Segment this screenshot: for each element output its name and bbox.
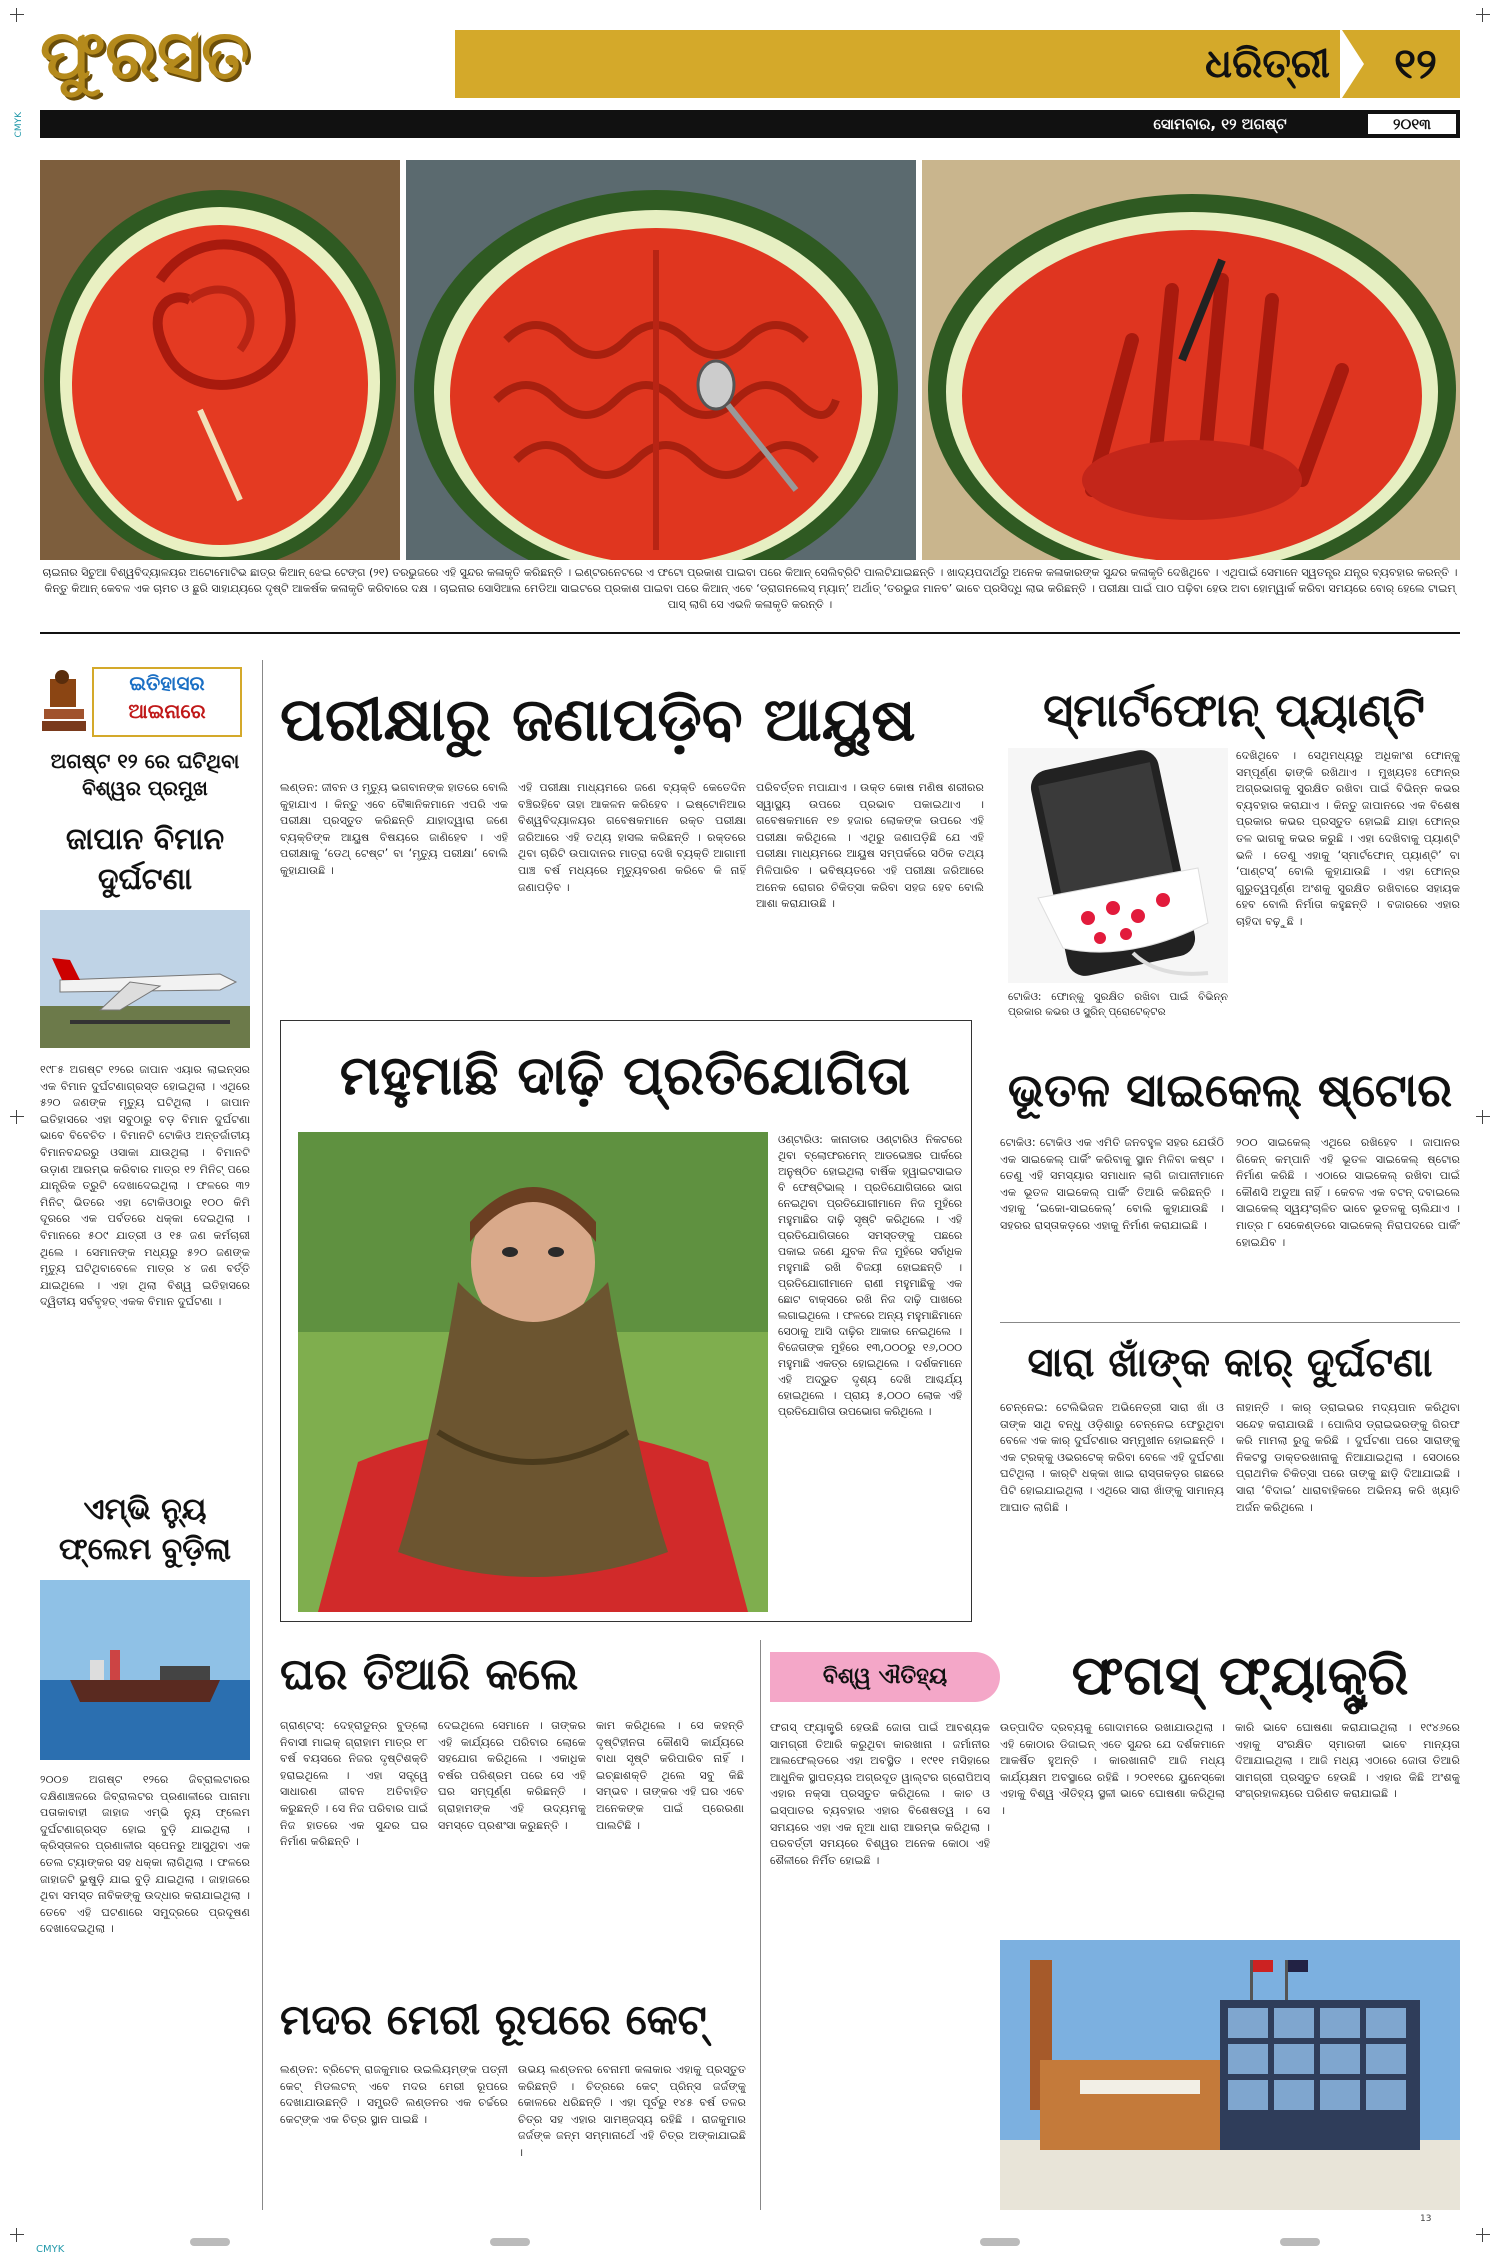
exam-col3: ପରିବର୍ତ୍ତନ ମପାଯାଏ । ଉକ୍ତ କୋଷ ମଣିଷ ଶରୀରର ସ୍ୱାସ୍ଥ୍ୟ ଉପରେ ପ୍ରଭାବ ପକାଇଥାଏ । ଗବେଷକମାନେ ୧୭ ହଜାର ଲୋକଙ୍କ ଉପରେ ଏହି ପରୀକ୍ଷା କରିଥିଲେ । ଏଥିରୁ ଜଣାପଡ଼ିଛି ଯେ ଏହି ପରୀକ୍ଷା ମାଧ୍ୟମରେ ଆୟୁଷ ସମ୍ପର୍କରେ ସଠିକ ତଥ୍ୟ ମିଳିପାରିବ । ଭବିଷ୍ୟତରେ ଏହି ପରୀକ୍ଷା ଜରିଆରେ ଅନେକ ରୋଗର ଚିକିତ୍ସା କରିବା ସହଜ ହେବ ବୋଲି ଆଶା କରାଯାଉଛି । xyxy=(756,781,984,911)
blind-col3: କାମ କରିଥିଲେ । ସେ କହନ୍ତି ଦୃଷ୍ଟିହୀନତା କୌଣସି କାର୍ଯ୍ୟରେ ବାଧା ସୃଷ୍ଟି କରିପାରିବ ନାହିଁ । ଇଚ୍ଛାଶକ୍ତି ଥିଲେ ସବୁ କିଛି ସମ୍ଭବ । ତାଙ୍କର ଏହି ଘର ଏବେ ଅନେକଙ୍କ ପାଇଁ ପ୍ରେରଣା ପାଲଟିଛି । xyxy=(596,1719,744,1832)
fagus-headline: ଫଗସ୍ ଫ୍ୟାକ୍ଟ୍ରି xyxy=(1071,1644,1409,1707)
smartphone-text: ଦେଖିଥିବେ । ସେଥିମଧ୍ୟରୁ ଅଧିକାଂଶ ଫୋନ୍‌କୁ ସମ୍ପୂର୍ଣ୍ଣ ଢାଙ୍କି ରଖିଥାଏ । ମୁଖ୍ୟତଃ ଫୋନ୍‌ର ଅଗ୍ରଭାଗକୁ ସୁରକ୍ଷିତ ରଖିବା ପାଇଁ ବିଭିନ୍ନ କଭର ବ୍ୟବହାର କରାଯାଏ । କିନ୍ତୁ ଜାପାନରେ ଏକ ବିଶେଷ ପ୍ରକାର କଭର ପ୍ରସ୍ତୁତ ହୋଇଛି ଯାହା ଫୋନ୍‌ର ତଳ ଭାଗକୁ କଭର କରୁଛି । ଏହା ଦେଖିବାକୁ ପ୍ୟାଣ୍ଟି ଭଳି । ତେଣୁ ଏହାକୁ ‘ସ୍ମାର୍ଟଫୋନ୍ ପ୍ୟାଣ୍ଟି’ ବା ‘ପାଣ୍ଟସ୍’ ବୋଲି କୁହାଯାଉଛି । ଏହା ଫୋନ୍‌ର ଗୁରୁତ୍ୱପୂର୍ଣ୍ଣ ଅଂଶକୁ ସୁରକ୍ଷିତ ରଖିବାରେ ସହାୟକ ହେବ ବୋଲି ନିର୍ମାତା କହୁଛନ୍ତି । ବଜାରରେ ଏହାର ଚାହିଦା ବଢ଼ୁଛି । xyxy=(1236,749,1460,928)
cycle-headline: ଭୂତଳ ସାଇକେଲ୍ ଷ୍ଟୋର xyxy=(1007,1063,1453,1117)
page-mark: 13 xyxy=(1420,2214,1432,2224)
exam-col2: ଏହି ପରୀକ୍ଷା ମାଧ୍ୟମରେ ଜଣେ ବ୍ୟକ୍ତି କେତେଦିନ ବଞ୍ଚିରହିବେ ତାହା ଆକଳନ କରିହେବ । ଇଷ୍ଟୋନିଆର ବିଶ୍ୱବିଦ୍ୟାଳୟର ଗବେଷକମାନେ ରକ୍ତ ପରୀକ୍ଷା ଜରିଆରେ ଏହି ତଥ୍ୟ ହାସଲ କରିଛନ୍ତି । ରକ୍ତରେ ଥିବା ଚାରିଟି ଉପାଦାନର ମାତ୍ରା ଦେଖି ବ୍ୟକ୍ତି ଆଗାମୀ ପାଞ୍ଚ ବର୍ଷ ମଧ୍ୟରେ ମୃତ୍ୟୁବରଣ କରିବେ କି ନାହିଁ ଜଣାପଡ଼ିବ । xyxy=(518,781,746,894)
history-story1-title: ଜାପାନ ବିମାନ ଦୁର୍ଘଟଣା xyxy=(65,822,225,897)
photo-watermelon-brain xyxy=(406,160,916,560)
column-divider xyxy=(262,660,263,2210)
registration-bar xyxy=(490,2238,530,2246)
history-story2-text: ୨୦୦୭ ଅଗଷ୍ଟ ୧୨ରେ ଜିବ୍ରାଲଟାରର ଦକ୍ଷିଣାଞ୍ଚଳରେ ଜିବ୍ରାଲଟର ପ୍ରଣାଳୀରେ ପାନାମା ପତାକାବାହୀ ଜାହାଜ ଏମ୍‌ଭି ନ୍ୟୁ ଫ୍ଲେମ ଦୁର୍ଘଟଣାଗ୍ରସ୍ତ ହୋଇ ବୁଡ଼ି ଯାଇଥିଲା । କ୍ରିସ୍ତାଳର ପ୍ରଣାଳୀର ସ୍ପେନରୁ ଆସୁଥିବା ଏକ ତେଲ ଟ୍ୟାଙ୍କର ସହ ଧକ୍କା ଲାଗିଥିଲା । ଫଳରେ ଜାହାଜଟି ଭୁଷୁଡ଼ି ଯାଇ ବୁଡ଼ି ଯାଇଥିଲା । ଜାହାଜରେ ଥିବା ସମସ୍ତ ନାବିକଙ୍କୁ ଉଦ୍ଧାର କରାଯାଇଥିଲା । ତେବେ ଏହି ଘଟଣାରେ ସମୁଦ୍ରରେ ପ୍ରଦୂଷଣ ଦେଖାଦେଇଥିଲା । xyxy=(40,1773,250,1936)
car-headline: ସାରା ଖାଁଙ୍କ କାର୍ ଦୁର୍ଘଟଣା xyxy=(1027,1340,1433,1386)
photo-watermelon-rose xyxy=(40,160,400,560)
history-badge-top: ଇତିହାସର xyxy=(129,671,205,695)
crop-mark xyxy=(10,2228,24,2242)
kate-col1: ଲଣ୍ଡନ: ବ୍ରିଟେନ୍ ରାଜକୁମାର ଉଇଲିୟମ୍‌ଙ୍କ ପତ୍ନୀ କେଟ୍ ମିଡଲଟନ୍ ଏବେ ମଦର ମେରୀ ରୂପରେ ଦେଖାଯାଉଛନ୍ତି । ସମ୍ପ୍ରତି ଲଣ୍ଡନର ଏକ ଚର୍ଚ୍ଚରେ କେଟ୍‌ଙ୍କ ଏକ ଚିତ୍ର ସ୍ଥାନ ପାଇଛି । xyxy=(280,2063,508,2126)
photo-ship xyxy=(40,1580,250,1760)
crop-mark xyxy=(1476,2228,1490,2242)
blind-col1: ଗ୍ରାଣ୍ଟସ୍: ଦେହ୍ରାଡୁନ୍ର ବୁଡ୍‌ଲୋ ନିବାସୀ ମାଇକ୍ ଗ୍ରାହାମ ମାତ୍ର ୧୮ ବର୍ଷ ବୟସରେ ନିଜର ଦୃଷ୍ଟିଶକ୍ତି ହରାଇଥିଲେ । ଏହା ସତ୍ତ୍ୱେ ସାଧାରଣ ଜୀବନ ଅତିବାହିତ କରୁଛନ୍ତି । ସେ ନିଜ ପରିବାର ପାଇଁ ନିଜ ହାତରେ ଏକ ସୁନ୍ଦର ଘର ନିର୍ମାଣ କରିଛନ୍ତି । xyxy=(280,1719,428,1849)
cycle-col2: ୨୦୦ ସାଇକେଲ୍ ଏଥିରେ ରଖିହେବ । ଜାପାନର ଗିକେନ୍ କମ୍ପାନି ଏହି ଭୂତଳ ସାଇକେଲ୍ ଷ୍ଟୋର ନିର୍ମାଣ କରିଛି । ଏଠାରେ ସାଇକେଲ୍ ରଖିବା ପାଇଁ କୌଣସି ଅଡୁଆ ନାହିଁ । କେବଳ ଏକ ବଟନ୍ ଦବାଇଲେ ସାଇକେଲ୍ ସ୍ୱୟଂଚାଳିତ ଭାବେ ଭୂତଳକୁ ଚାଲିଯାଏ । ମାତ୍ର ୮ ସେକେଣ୍ଡରେ ସାଇକେଲ୍ ନିରାପଦରେ ପାର୍କିଂ ହୋଇଯିବ । xyxy=(1236,1136,1460,1249)
section-divider xyxy=(40,632,1460,634)
section-divider xyxy=(1000,1322,1460,1323)
fagus-col1: ଫଗସ୍ ଫ୍ୟାକ୍ଟ୍ରି ହେଉଛି ଜୋତା ପାଇଁ ଆବଶ୍ୟକ ସାମଗ୍ରୀ ତିଆରି କରୁଥିବା କାରଖାନା । ଜର୍ମାନୀର ଆଲଫେଲ୍ଡରେ ଏହା ଅବସ୍ଥିତ । ୧୯୧୧ ମସିହାରେ ଆଧୁନିକ ସ୍ଥାପତ୍ୟର ଅଗ୍ରଦୂତ ୱାଲ୍ଟର ଗ୍ରୋପିଅସ୍ ଏହାର ନକ୍ସା ପ୍ରସ୍ତୁତ କରିଥିଲେ । କାଚ ଓ ଇସ୍ପାତର ବ୍ୟବହାର ଏହାର ବିଶେଷତ୍ୱ । ସେ ସମୟରେ ଏହା ଏକ ନୂଆ ଧାରା ଆରମ୍ଭ କରିଥିଲା । ପରବର୍ତ୍ତୀ ସମୟରେ ବିଶ୍ୱର ଅନେକ କୋଠା ଏହି ଶୈଳୀରେ ନିର୍ମିତ ହୋଇଛି । xyxy=(770,1721,990,1867)
history-story1-text: ୧୯୮୫ ଅଗଷ୍ଟ ୧୨ରେ ଜାପାନ ଏୟାର ଲାଇନ୍ସର ଏକ ବିମାନ ଦୁର୍ଘଟଣାଗ୍ରସ୍ତ ହୋଇଥିଲା । ଏଥିରେ ୫୨୦ ଜଣଙ୍କ ମୃତ୍ୟୁ ଘଟିଥିଲା । ଜାପାନ ଇତିହାସରେ ଏହା ସବୁଠାରୁ ବଡ଼ ବିମାନ ଦୁର୍ଘଟଣା ଭାବେ ବିବେଚିତ । ବିମାନଟି ଟୋକିଓ ଅନ୍ତର୍ଜାତୀୟ ବିମାନବନ୍ଦରରୁ ଓସାକା ଯାଉଥିଲା । ବିମାନଟି ଉଡ଼ାଣ ଆରମ୍ଭ କରିବାର ମାତ୍ର ୧୨ ମିନିଟ୍ ପରେ ଯାନ୍ତ୍ରିକ ତ୍ରୁଟି ଦେଖାଦେଇଥିଲା । ଫଳରେ ୩୨ ମିନିଟ୍ ଭିତରେ ଏହା ଟୋକିଓଠାରୁ ୧୦୦ କିମି ଦୂରରେ ଏକ ପର୍ବତରେ ଧକ୍କା ଦେଇଥିଲା । ବିମାନରେ ୫୦୯ ଯାତ୍ରୀ ଓ ୧୫ ଜଣ କର୍ମଚାରୀ ଥିଲେ । ସେମାନଙ୍କ ମଧ୍ୟରୁ ୫୨୦ ଜଣଙ୍କ ମୃତ୍ୟୁ ଘଟିଥିବାବେଳେ ମାତ୍ର ୪ ଜଣ ବର୍ତ୍ତି ଯାଇଥିଲେ । ଏହା ଥିଲା ବିଶ୍ୱ ଇତିହାସରେ ଦ୍ୱିତୀୟ ସର୍ବବୃହତ୍ ଏକକ ବିମାନ ଦୁର୍ଘଟଣା । xyxy=(40,1063,250,1309)
paper-name: ଧରିତ୍ରୀ xyxy=(1205,40,1330,87)
book-stack-icon xyxy=(40,669,88,741)
cycle-col1: ଟୋକିଓ: ଟୋକିଓ ଏକ ଏମିତି ଜନବହୁଳ ସହର ଯେଉଁଠି ଏକ ସାଇକେଲ୍ ପାର୍କିଂ କରିବାକୁ ସ୍ଥାନ ମିଳିବା କଷ୍ଟ । ତେଣୁ ଏହି ସମସ୍ୟାର ସମାଧାନ ଲାଗି ଜାପାନୀମାନେ ଏକ ଭୂତଳ ସାଇକେଲ୍ ପାର୍କିଂ ତିଆରି କରିଛନ୍ତି । ଏହାକୁ ‘ଇକୋ-ସାଇକେଲ୍’ ବୋଲି କୁହାଯାଉଛି । ସହରର ରାସ୍ତାକଡ଼ରେ ଏହାକୁ ନିର୍ମାଣ କରାଯାଇଛି । xyxy=(1000,1136,1224,1232)
page-number: ୧୨ xyxy=(1394,39,1437,88)
kate-headline: ମଦର ମେରୀ ରୂପରେ କେଟ୍ xyxy=(280,1995,707,2044)
fagus-col2: ଉତ୍ପାଦିତ ଦ୍ରବ୍ୟକୁ ଗୋଦାମରେ ରଖାଯାଉଥିଲା । ଏହି କୋଠାର ଡିଜାଇନ୍ ଏତେ ସୁନ୍ଦର ଯେ ଦର୍ଶକମାନେ ଆକର୍ଷିତ ହୁଅନ୍ତି । କାରଖାନାଟି ଆଜି ମଧ୍ୟ କାର୍ଯ୍ୟକ୍ଷମ ଅବସ୍ଥାରେ ରହିଛି । ୨୦୧୧ରେ ୟୁନେସ୍କୋ ଏହାକୁ ବିଶ୍ୱ ଐତିହ୍ୟ ସ୍ଥଳୀ ଭାବେ ଘୋଷଣା କରିଥିଲା । xyxy=(1000,1721,1225,1817)
crop-mark xyxy=(10,8,24,22)
issue-date: ସୋମବାର, ୧୨ ଅଗଷ୍ଟ xyxy=(1120,112,1320,136)
history-badge xyxy=(40,665,250,745)
column-divider xyxy=(760,1640,761,2210)
crop-mark xyxy=(1476,1110,1490,1124)
history-badge-bottom: ଆଇନାରେ xyxy=(128,699,206,723)
world-heritage-badge: ବିଶ୍ୱ ଐତିହ୍ୟ xyxy=(770,1652,1000,1702)
crop-mark xyxy=(1476,8,1490,22)
blind-col2: ଦେଇଥିଲେ ସେମାନେ । ତାଙ୍କର ଏହି କାର୍ଯ୍ୟରେ ପରିବାର ଲୋକେ ସହଯୋଗ କରିଥିଲେ । ଏକାଧିକ ବର୍ଷର ପରିଶ୍ରମ ପରେ ସେ ଏହି ଘର ସମ୍ପୂର୍ଣ୍ଣ କରିଛନ୍ତି । ଗ୍ରାହାମଙ୍କ ଏହି ଉଦ୍ୟମକୁ ସମସ୍ତେ ପ୍ରଶଂସା କରୁଛନ୍ତି । xyxy=(438,1719,586,1832)
issue-year: ୨୦୧୩ xyxy=(1366,112,1458,136)
bee-text: ଓଣ୍ଟାରିଓ: କାନାଡାର ଓଣ୍ଟାରିଓ ନିକଟରେ ଥିବା ବ୍ଲୋଫରମେନ୍ ଆଡଭେଞ୍ଚର ପାର୍କରେ ଅନୁଷ୍ଠିତ ହୋଇଥିଲା ବାର୍ଷିକ ହ୍ୱାଇଟସାଇଡ ବି ଫେଷ୍ଟିଭାଲ୍ । ପ୍ରତିଯୋଗିତାରେ ଭାଗ ନେଇଥିବା ପ୍ରତିଯୋଗୀମାନେ ନିଜ ମୁହଁରେ ମହୁମାଛିର ଦାଢ଼ି ସୃଷ୍ଟି କରିଥିଲେ । ଏହି ପ୍ରତିଯୋଗିତାରେ ସମସ୍ତଙ୍କୁ ପଛରେ ପକାଇ ଜଣେ ଯୁବକ ନିଜ ମୁହଁରେ ସର୍ବାଧିକ ମହୁମାଛି ରଖି ବିଜୟୀ ହୋଇଛନ୍ତି । ପ୍ରତିଯୋଗୀମାନେ ରାଣୀ ମହୁମାଛିକୁ ଏକ ଛୋଟ ବାକ୍ସରେ ରଖି ନିଜ ଦାଢ଼ି ପାଖରେ ଲଗାଇଥିଲେ । ଫଳରେ ଅନ୍ୟ ମହୁମାଛିମାନେ ସେଠାକୁ ଆସି ଦାଢ଼ିର ଆକାର ନେଇଥିଲେ । ବିଜେତାଙ୍କ ମୁହଁରେ ୧୩,୦୦୦ରୁ ୧୬,୦୦୦ ମହୁମାଛି ଏକତ୍ର ହୋଇଥିଲେ । ଦର୍ଶକମାନେ ଏହି ଅଦ୍ଭୁତ ଦୃଶ୍ୟ ଦେଖି ଆଶ୍ଚର୍ଯ୍ୟ ହୋଇଥିଲେ । ପ୍ରାୟ ୫,୦୦୦ ଲୋକ ଏହି ପ୍ରତିଯୋଗିତା ଉପଭୋଗ କରିଥିଲେ । xyxy=(778,1133,962,1418)
smartphone-photo-caption: ଟୋକିଓ: ଫୋନ୍‌କୁ ସୁରକ୍ଷିତ ରଖିବା ପାଇଁ ବିଭିନ୍ନ ପ୍ରକାର କଭର ଓ ସ୍କ୍ରିନ୍ ପ୍ରୋଟେକ୍ଟର xyxy=(1008,991,1228,1018)
registration-bar xyxy=(190,2238,230,2246)
bee-headline: ମହୁମାଛି ଦାଢ଼ି ପ୍ରତିଯୋଗିତା xyxy=(339,1044,911,1107)
exam-col1: ଲଣ୍ଡନ: ଜୀବନ ଓ ମୃତ୍ୟୁ ଭଗବାନଙ୍କ ହାତରେ ବୋଲି କୁହାଯାଏ । କିନ୍ତୁ ଏବେ ବୈଜ୍ଞାନିକମାନେ ଏପରି ଏକ ପରୀକ୍ଷା ପ୍ରସ୍ତୁତ କରିଛନ୍ତି ଯାହାଦ୍ୱାରା ଜଣେ ବ୍ୟକ୍ତିଙ୍କ ଆୟୁଷ ବିଷୟରେ ଜାଣିହେବ । ଏହି ପରୀକ୍ଷାକୁ ‘ଡେଥ୍ ଟେଷ୍ଟ’ ବା ‘ମୃତ୍ୟୁ ପରୀକ୍ଷା’ ବୋଲି କୁହାଯାଉଛି । xyxy=(280,781,508,877)
photo-japan-airplane xyxy=(40,910,250,1048)
kate-col2: ଉଭୟ ଲଣ୍ଡନର ବେନାମୀ କଳାକାର ଏହାକୁ ପ୍ରସ୍ତୁତ କରିଛନ୍ତି । ଚିତ୍ରରେ କେଟ୍ ପ୍ରିନ୍ସ ଜର୍ଜଙ୍କୁ କୋଳରେ ଧରିଛନ୍ତି । ଏହା ପୂର୍ବରୁ ୧୪୫ ବର୍ଷ ତଳର ଚିତ୍ର ସହ ଏହାର ସାମଞ୍ଜସ୍ୟ ରହିଛି । ରାଜକୁମାର ଜର୍ଜଙ୍କ ଜନ୍ମ ସମ୍ମାନାର୍ଥେ ଏହି ଚିତ୍ର ଅଙ୍କାଯାଇଛି । xyxy=(518,2063,746,2159)
history-badge-frame xyxy=(92,667,242,737)
history-story2-title: ଏମ୍‌ଭି ନ୍ୟୁ ଫ୍ଲେମ ବୁଡ଼ିଲା xyxy=(58,1492,232,1567)
top-photo-caption: ଚାଇନାର ସିଚୁଆ ବିଶ୍ୱବିଦ୍ୟାଳୟର ଅଟୋମୋଟିଭ ଛାତ୍ର କିଆନ୍ ଝେଇ ଟେଙ୍ଗ (୨୧) ତରଭୁଜରେ ଏହି ସୁନ୍ଦର କଳାକୃତି କରିଛନ୍ତି । ଇଣ୍ଟରନେଟରେ ଏ ଫଟୋ ପ୍ରକାଶ ପାଇବା ପରେ କିଆନ୍ ସେଲିବ୍ରିଟି ପାଲଟିଯାଇଛନ୍ତି । ଖାଦ୍ୟପଦାର୍ଥରୁ ଅନେକ କଳାକାରଙ୍କ ସୁନ୍ଦର କଳାକୃତି ଦେଖିଥିବେ । ଏଥିପାଇଁ ସେମାନେ ସ୍ୱତନ୍ତ୍ର ଯନ୍ତ୍ର ବ୍ୟବହାର କରନ୍ତି । କିନ୍ତୁ କିଆନ୍ କେବଳ ଏକ ଚାମଚ ଓ ଛୁରି ସାହାଯ୍ୟରେ ଦୃଷ୍ଟି ଆକର୍ଷକ କଳାକୃତି କରିବାରେ ଦକ୍ଷ । ଚାଇନାର ସୋସିଆଲ ମେଡିଆ ସାଇଟରେ ପ୍ରକାଶ ପାଇବା ପରେ କିଆନ୍ ଏବେ ‘ଡ୍ରାଗନଲେସ୍ ମ୍ୟାନ୍’ ଅର୍ଥାତ୍ ‘ତରଭୁଜ ମାନବ’ ଭାବେ ପ୍ରସିଦ୍ଧି ଲାଭ କରିଛନ୍ତି । ପରୀକ୍ଷା ପାଇଁ ପାଠ ପଢ଼ିବା ହେଉ ଅବା ହୋମ୍ୱାର୍କ କରିବା ସମୟରେ ବୋର୍ ହେଲେ ଟାଇମ୍ ପାସ୍ ଲାଗି ସେ ଏଭଳି କଳାକୃତି କରନ୍ତି । xyxy=(42,566,1458,611)
blind-headline: ଘର ତିଆରି କଲେ xyxy=(280,1649,579,1700)
registration-bar xyxy=(1280,2238,1320,2246)
car-col2: ନାହାନ୍ତି । କାର୍ ଡ୍ରାଇଭର ମଦ୍ୟପାନ କରିଥିବା ସନ୍ଦେହ କରାଯାଉଛି । ପୋଲିସ ଡ୍ରାଇଭରଙ୍କୁ ଗିରଫ କରି ମାମଲା ରୁଜୁ କରିଛି । ଦୁର୍ଘଟଣା ପରେ ସାରାଙ୍କୁ ନିକଟସ୍ଥ ଡାକ୍ତରଖାନାକୁ ନିଆଯାଇଥିଲା । ସେଠାରେ ପ୍ରାଥମିକ ଚିକିତ୍ସା ପରେ ତାଙ୍କୁ ଛାଡ଼ି ଦିଆଯାଇଛି । ସାରା ‘ବିଦାଇ’ ଧାରାବାହିକରେ ଅଭିନୟ କରି ଖ୍ୟାତି ଅର୍ଜନ କରିଥିଲେ । xyxy=(1236,1401,1460,1514)
registration-bar xyxy=(980,2238,1020,2246)
car-col1: ଚେନ୍ନେଇ: ଟେଲିଭିଜନ ଅଭିନେତ୍ରୀ ସାରା ଖାଁ ଓ ତାଙ୍କ ସାଥି ବନ୍ଧୁ ଓଡ଼ିଶାରୁ ଚେନ୍ନେଇ ଫେରୁଥିବା ବେଳେ ଏକ କାର୍ ଦୁର୍ଘଟଣାର ସମ୍ମୁଖୀନ ହୋଇଛନ୍ତି । ଏକ ଟ୍ରକ୍‌କୁ ଓଭରଟେକ୍ କରିବା ବେଳେ ଏହି ଦୁର୍ଘଟଣା ଘଟିଥିଲା । କାର୍‌ଟି ଧକ୍କା ଖାଇ ରାସ୍ତାକଡ଼ର ଗଛରେ ପିଟି ହୋଇଯାଇଥିଲା । ଏଥିରେ ସାରା ଖାଁଙ୍କୁ ସାମାନ୍ୟ ଆଘାତ ଲାଗିଛି । xyxy=(1000,1401,1224,1514)
photo-fagus-factory xyxy=(1000,1940,1460,2210)
cmyk-bottom: CMYK xyxy=(36,2244,65,2255)
section-title: ଫୁରସତ xyxy=(40,15,250,95)
photo-watermelon-hand xyxy=(922,160,1460,560)
exam-headline: ପରୀକ୍ଷାରୁ ଜଣାପଡ଼ିବ ଆୟୁଷ xyxy=(280,685,916,755)
smartphone-headline: ସ୍ମାର୍ଟଫୋନ୍ ପ୍ୟାଣ୍ଟି xyxy=(1043,683,1425,737)
fagus-col3: କାରି ଭାବେ ଘୋଷଣା କରାଯାଇଥିଲା । ୧୯୪୬ରେ ଏହାକୁ ସଂରକ୍ଷିତ ସ୍ମାରକୀ ଭାବେ ମାନ୍ୟତା ଦିଆଯାଇଥିଲା । ଆଜି ମଧ୍ୟ ଏଠାରେ ଜୋତା ତିଆରି ସାମଗ୍ରୀ ପ୍ରସ୍ତୁତ ହେଉଛି । ଏହାର କିଛି ଅଂଶକୁ ସଂଗ୍ରହାଳୟରେ ପରିଣତ କରାଯାଇଛି । xyxy=(1235,1721,1460,1801)
cmyk-top: CMYK xyxy=(14,112,24,138)
history-intro: ଅଗଷ୍ଟ ୧୨ ରେ ଘଟିଥିବା ବିଶ୍ୱର ପ୍ରମୁଖ xyxy=(50,749,240,800)
crop-mark xyxy=(10,1110,24,1124)
photo-smartphone-panty xyxy=(1008,748,1228,983)
photo-bee-beard xyxy=(298,1132,768,1612)
